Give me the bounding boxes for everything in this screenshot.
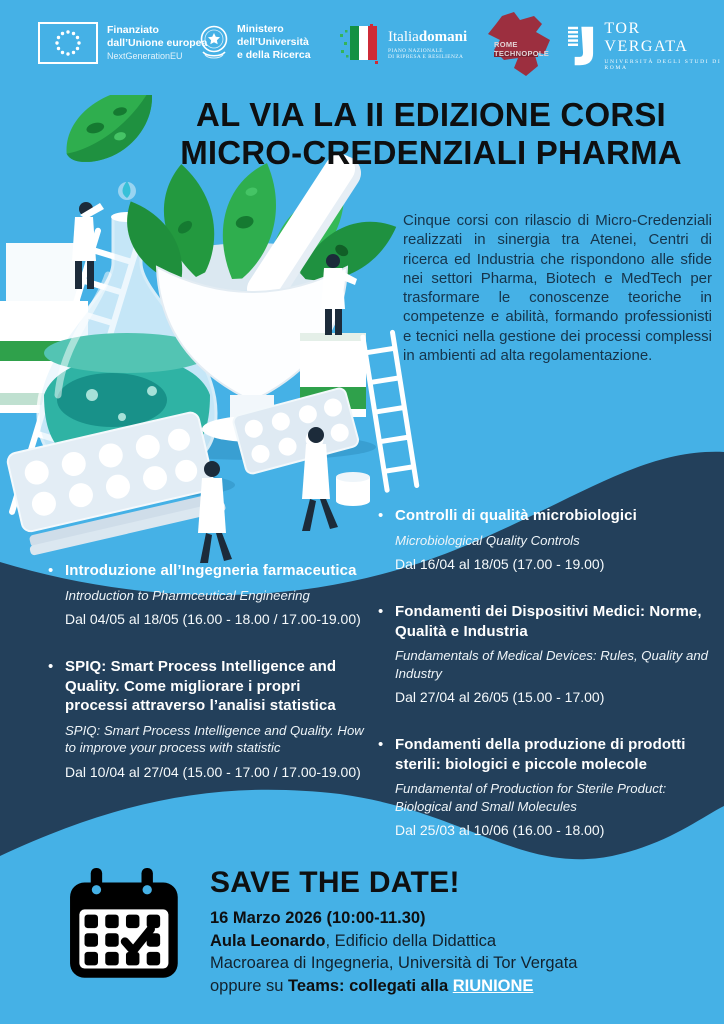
eu-funding-line3: NextGenerationEU [107,50,183,61]
course-title: Controlli di qualità microbiologici [395,507,637,524]
event-datetime: 16 Marzo 2026 (10:00-11.30) [210,909,426,927]
rome-technopole-line2: TECHNOPOLE [494,49,550,58]
course-subtitle: SPIQ: Smart Process Intelligence and Quality. How to improve your process with statistic [65,722,364,755]
course-subtitle: Fundamentals of Medical Devices: Rules, Quality and Industry [395,648,708,681]
course-item [378,506,712,573]
tor-vergata-name: TOR VERGATA [604,20,689,55]
course-dates: Dal 10/04 al 27/04 (15.00 - 17.00 / 17.00-19.00) [65,763,361,780]
calendar-check-icon [68,868,186,984]
course-title: Fondamenti dei Dispositivi Medici: Norme, Qualità e Industria [395,603,702,640]
italian-flag-icon [340,24,380,66]
course-dates: Dal 25/03 al 10/06 (16.00 - 18.00) [395,822,605,838]
course-title: Fondamenti della produzione di prodotti sterili: biologici e piccole molecole [395,736,686,773]
pill-jar-stack [336,472,370,506]
course-subtitle: Fundamental of Production for Sterile Product: Biological and Small Molecules [395,781,667,814]
save-the-date-block [210,866,700,997]
course-list-left [48,561,366,810]
ministry-logo [198,22,311,62]
event-venue: Aula Leonardo, Edificio della Didattica [210,931,497,950]
eu-funding-logo [38,22,207,64]
course-item [48,657,366,781]
tor-vergata-logo [568,20,724,71]
italia-domani-logo [340,24,467,66]
ministry-line2: dell’Università [237,35,309,48]
course-item [378,602,712,706]
ministry-line3: e della Ricerca [237,48,311,61]
course-item [378,735,712,839]
save-the-date-heading: SAVE THE DATE! [210,866,460,899]
italy-emblem-icon [198,22,230,62]
eu-funding-line2: dall’Unione europea [107,36,208,49]
bullet-icon: • [48,658,54,675]
eu-funding-line1: Finanziato [107,23,159,36]
italia-domani-name: Italiadomani [388,28,468,45]
intro-paragraph: Cinque corsi con rilascio di Micro-Credenziali realizzati in sinergia tra Atenei, Centri di ricerca ed Industria che rispondono alle sfide nei settori Pharma, Biotech e MedTech per trasformare le conoscenze teoriche in competenze e abilità, formando professionisti e tecnici nella gestione dei processi complessi in ambienti ad alta regolamentazione. [403,212,712,365]
italia-domani-tagline1: PIANO NAZIONALE [388,47,443,54]
eu-flag-icon [38,22,98,64]
ministry-line1: Ministero [237,22,284,35]
bullet-icon: • [378,603,384,620]
course-list-right [378,506,712,868]
course-dates: Dal 27/04 al 26/05 (15.00 - 17.00) [395,689,605,705]
tor-vergata-monogram-icon [568,21,596,71]
rome-technopole-line1: ROME [494,40,518,49]
bullet-icon: • [378,507,384,524]
course-title: Introduzione all’Ingegneria farmaceutica [65,562,357,579]
course-subtitle: Introduction to Pharmceutical Engineering [65,587,310,603]
italia-domani-tagline2: DI RIPRESA E RESILIENZA [388,54,464,60]
course-item [48,561,366,628]
page-title-line1: AL VIA LA II EDIZIONE CORSI [196,96,666,133]
bullet-icon: • [378,736,384,753]
page-title-line2: MICRO-CREDENZIALI PHARMA [180,133,682,171]
bullet-icon: • [48,562,54,579]
event-campus: Macroarea di Ingegneria, Università di Tor Vergata [210,954,578,972]
tor-vergata-tagline: UNIVERSITÀ DEGLI STUDI DI ROMA [604,59,722,71]
riunione-link[interactable]: RIUNIONE [452,976,534,995]
course-subtitle: Microbiological Quality Controls [395,532,580,548]
course-title: SPIQ: Smart Process Intelligence and Quality. Come migliorare i propri processi attraverso l’analisi statistica [65,658,337,714]
course-dates: Dal 04/05 al 18/05 (16.00 - 18.00 / 17.00-19.00) [65,611,361,627]
course-dates: Dal 16/04 al 18/05 (17.00 - 19.00) [395,556,605,572]
page-title [148,96,714,171]
event-online: oppure su Teams: collegati alla RIUNIONE [210,976,534,995]
logo-strip [0,0,724,90]
